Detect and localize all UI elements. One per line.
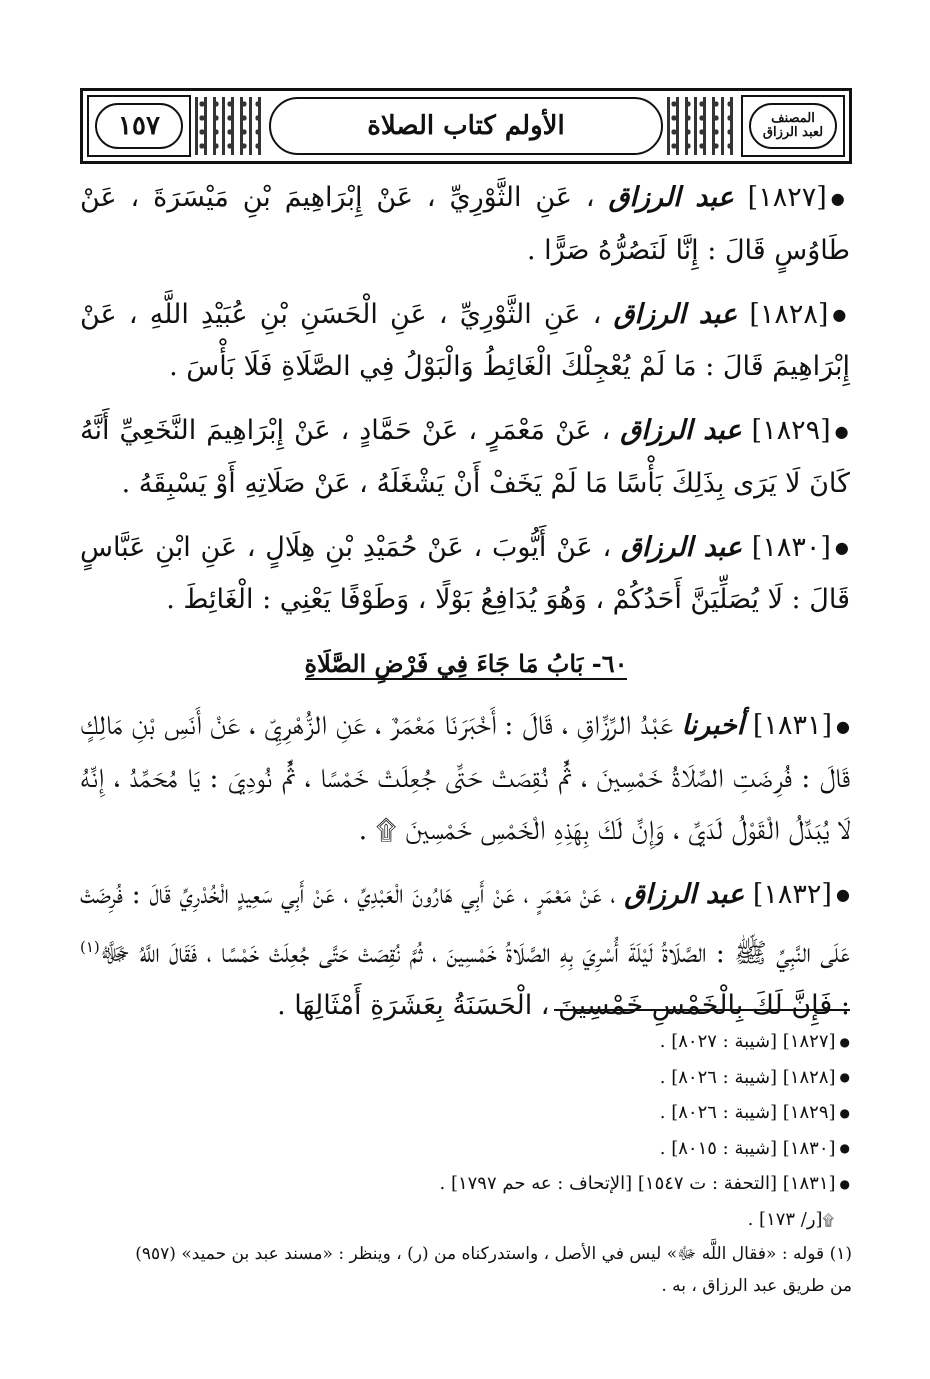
- brand-line-1: المصنف: [771, 111, 815, 126]
- running-header: [80, 88, 852, 164]
- page-number: ١٥٧: [118, 111, 160, 141]
- folio-mark-icon: ۩: [822, 1210, 834, 1229]
- ornament-right: [667, 97, 737, 155]
- notes-section: [80, 1024, 852, 1302]
- narrator: عبد الرزاق: [620, 531, 743, 563]
- folio-mark-icon: ۩: [375, 814, 397, 846]
- bullet-icon: ●: [830, 188, 851, 208]
- bullet-icon: ●: [839, 1141, 850, 1155]
- narrator: عبد الرزاق: [620, 415, 742, 446]
- bullet-icon: ●: [834, 538, 850, 557]
- footnote-line-2: من طريق عبد الرزاق ، به .: [661, 1275, 852, 1296]
- hadith-end: .: [358, 814, 376, 846]
- footnote-divider: [554, 1009, 850, 1011]
- narrator: عبد الرزاق: [608, 182, 734, 213]
- hadith-entry: [80, 289, 852, 394]
- bullet-icon: ●: [839, 1176, 850, 1191]
- title-cartouche: [269, 97, 663, 155]
- narrator: عبد الرزاق: [624, 878, 745, 910]
- hadith-text: ، عَنْ أَيُّوبَ ، عَنْ حُمَيْدِ بْنِ هِلَالٍ ، عَنِ ابْنِ عَبَّاسٍ قَالَ : لَا يُصَلِّيَنَّ أَحَدُكُمْ ، وَهُوَ يُدَافِعُ بَوْلًا ، وَطَوْفًا يَعْنِي : الْغَائِطَ .: [80, 531, 850, 615]
- hadith-text: ، عَنْ مَعْمَرٍ ، عَنْ أَبِي هَارُونَ الْعَبْدِيِّ ، عَنْ أَبِي سَعِيدٍ الْخُدْرِيِّ قَالَ : فُرِضَتْ عَلَى النَّبِيِّ ﷺ : الصَّلَاةُ لَيْلَةَ أُسْرِيَ بِهِ الصَّلَاةُ خَمْسِينَ ، ثُمَّ نُقِصَتْ حَتَّى جُعِلَتْ خَمْسًا ، فَقَالَ اللَّهُ ﷻ: [80, 878, 850, 969]
- brand-logo: [763, 112, 823, 140]
- footnote-line-1: (١) قوله : «فقال اللَّه ﷻ» ليس في الأصل ، واستدركناه من (ر) ، وينظر : «مسند عبد بن حميد» (٩٥٧): [135, 1243, 852, 1264]
- hadith-entry: [80, 172, 852, 277]
- note-text: [١٨٢٨] [شيبة : ٨٠٢٦] .: [659, 1066, 836, 1088]
- note-item: [80, 1060, 852, 1096]
- note-item: [80, 1024, 852, 1060]
- brand-line-2: لعبد الرزاق: [762, 125, 824, 140]
- section-heading-text: ٦٠- بَابُ مَا جَاءَ فِي فَرْضِ الصَّلَاةِ: [304, 649, 628, 678]
- note-item: [80, 1095, 852, 1131]
- folio-note-text: [ر/ ١٧٣] .: [747, 1208, 823, 1230]
- bullet-icon: ●: [832, 305, 850, 324]
- note-text: [١٨٣٠] [شيبة : ٨٠١٥] .: [659, 1137, 836, 1159]
- section-heading: [80, 638, 852, 690]
- hadith-text: ، عَنِ الثَّوْرِيِّ ، عَنِ الْحَسَنِ بْنِ عُبَيْدِ اللَّهِ ، عَنْ إِبْرَاهِيمَ قَالَ : مَا لَمْ يُعْجِلْكَ الْغَائِطُ وَالْبَوْلُ فِي الصَّلَاةِ فَلَا بَأْسَ .: [80, 298, 850, 382]
- bullet-icon: ●: [836, 716, 850, 736]
- running-title: الأولم كتاب الصلاة: [367, 111, 565, 141]
- hadith-number: [١٨٣١]: [752, 710, 833, 741]
- narrator: أخبرنا: [681, 710, 745, 741]
- note-text: [١٨٢٩] [شيبة : ٨٠٢٦] .: [659, 1102, 836, 1123]
- hadith-text: ، عَنِ الثَّوْرِيِّ ، عَنْ إِبْرَاهِيمَ بْنِ مَيْسَرَةَ ، عَنْ طَاوُسٍ قَالَ : إِنَّا لَنَصُرُّهُ صَرًّا .: [80, 182, 850, 266]
- hadith-number: [١٨٣٠]: [751, 531, 831, 563]
- bullet-icon: ●: [839, 1105, 850, 1120]
- main-text: [80, 172, 852, 1044]
- brand-box: [741, 95, 845, 157]
- hadith-text: عَبْدُ الرَّزَّاقِ ، قَالَ : أَخْبَرَنَا مَعْمَرٌ ، عَنِ الزُّهْرِيِّ ، عَنْ أَنَسِ بْنِ مَالِكٍ قَالَ : فُرِضَتِ الصَّلَاةُ خَمْسِينَ ، ثُمَّ نُقِصَتْ حَتَّى جُعِلَتْ خَمْسًا ، ثُمَّ نُودِيَ : يَا مُحَمَّدُ ، إِنَّهُ لَا يُبَدَّلُ الْقَوْلُ لَدَيَّ ، وَإِنَّ لَكَ بِهَذِهِ الْخَمْسِ خَمْسِينَ: [80, 710, 850, 846]
- hadith-number: [١٨٢٩]: [751, 415, 831, 446]
- bullet-icon: ●: [834, 421, 850, 441]
- note-text: [١٨٢٧] [شيبة : ٨٠٢٧] .: [659, 1031, 836, 1052]
- hadith-entry: [80, 522, 852, 627]
- narrator: عبد الرزاق: [613, 298, 738, 330]
- ornament-left: [195, 97, 265, 155]
- hadith-entry: [80, 869, 852, 1033]
- hadith-text: ، عَنْ مَعْمَرٍ ، عَنْ حَمَّادٍ ، عَنْ إِبْرَاهِيمَ النَّخَعِيِّ أَنَّهُ كَانَ لَا يَرَى بِذَلِكَ بَأْسًا مَا لَمْ يَخَفْ أَنْ يَشْغَلَهُ ، عَنْ صَلَاتِهِ أَوْ يَسْبِقَهُ .: [80, 415, 850, 499]
- folio-note: [80, 1202, 852, 1238]
- bullet-icon: ●: [835, 885, 850, 904]
- page-number-box: [87, 95, 191, 157]
- hadith-entry: [80, 700, 852, 857]
- note-text: [١٨٣١] [التحفة : ت ١٥٤٧] [الإتحاف : عه حم ١٧٩٧] .: [439, 1173, 836, 1194]
- hadith-number: [١٨٢٧]: [747, 182, 827, 213]
- note-item: [80, 1131, 852, 1167]
- bullet-icon: ●: [839, 1034, 850, 1049]
- hadith-entry: [80, 405, 852, 510]
- note-item: [80, 1166, 852, 1202]
- brand-cartouche: [749, 103, 837, 149]
- footnote-ref: (١): [80, 938, 100, 956]
- hadith-number: [١٨٣٢]: [752, 878, 832, 910]
- bullet-icon: ●: [839, 1070, 850, 1084]
- page-number-cartouche: [95, 103, 183, 149]
- hadith-number: [١٨٢٨]: [749, 298, 829, 330]
- hadith-end: : فَإِنَّ لَكَ بِالْخَمْسِ خَمْسِينَ ، الْحَسَنَةُ بِعَشَرَةِ أَمْثَالِهَا .: [277, 990, 850, 1021]
- footnote: [80, 1238, 852, 1302]
